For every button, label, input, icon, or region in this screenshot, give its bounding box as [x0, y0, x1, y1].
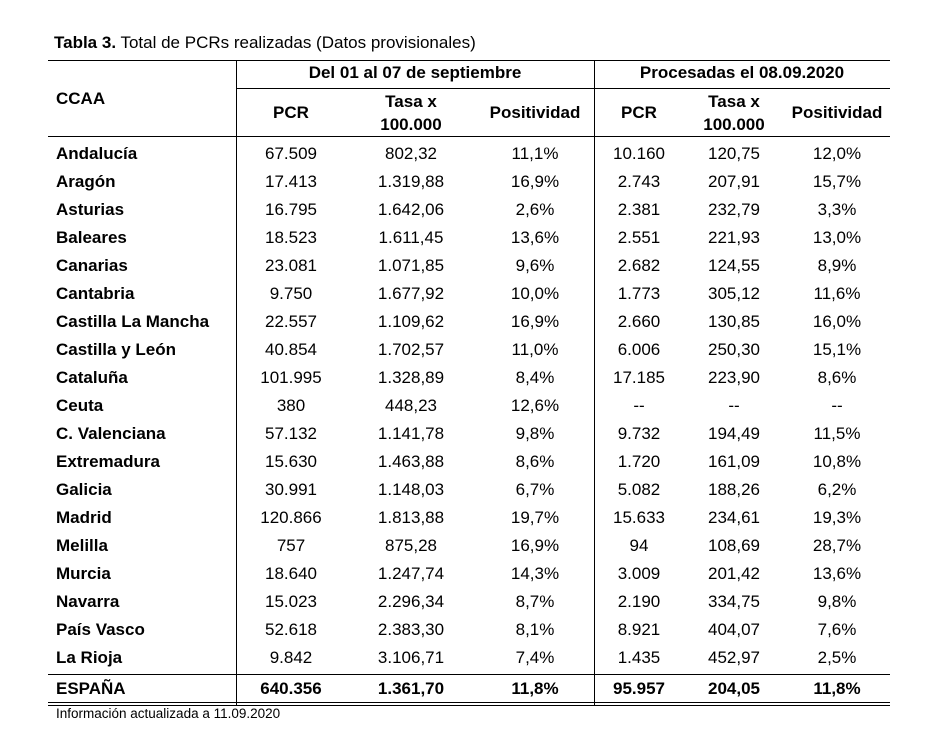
tasa-line1: Tasa x — [385, 92, 437, 111]
cell-positividad-2: 16,0% — [812, 312, 862, 331]
cell-tasa-1: 1.328,89 — [377, 368, 445, 387]
cell-ccaa: Canarias — [56, 256, 128, 275]
rule-top — [48, 60, 890, 61]
cell-positividad-2: 15,1% — [812, 340, 862, 359]
cell-tasa-1: 1.319,88 — [377, 172, 445, 191]
cell-pcr-1: 16.795 — [265, 200, 317, 219]
cell-tasa-2: 194,49 — [708, 424, 760, 443]
table-row — [48, 139, 890, 167]
cell-pcr-2: 9.732 — [617, 424, 661, 443]
cell-pcr-1: 18.640 — [265, 564, 317, 583]
cell-pcr-2: 17.185 — [613, 368, 665, 387]
cell-positividad-2: 11,5% — [813, 424, 861, 443]
cell-tasa-2: 108,69 — [708, 536, 760, 555]
cell-pcr-2: 3.009 — [617, 564, 661, 583]
cell-ccaa: Navarra — [56, 592, 120, 611]
cell-pcr-1: 17.413 — [265, 172, 317, 191]
cell-positividad-1: 12,6% — [510, 396, 560, 415]
cell-tasa-1: 1.141,78 — [377, 424, 445, 443]
cell-pcr-1: 40.854 — [265, 340, 317, 359]
cell-ccaa: Madrid — [56, 508, 112, 527]
cell-positividad-1: 10,0% — [510, 284, 560, 303]
cell-tasa-2: 404,07 — [708, 620, 760, 639]
cell-pcr-2: 10.160 — [613, 144, 665, 163]
cell-pcr-2: 2.190 — [617, 592, 661, 611]
cell-pcr-2: -- — [633, 396, 645, 415]
cell-pcr-2: 2.682 — [617, 256, 661, 275]
cell-positividad-2: 11,6% — [813, 284, 861, 303]
cell-tasa-1: 1.247,74 — [377, 564, 445, 583]
cell-tasa-2: 250,30 — [708, 340, 760, 359]
tasa-line2: 100.000 — [380, 115, 442, 134]
table-row — [48, 363, 890, 391]
table-row — [48, 419, 890, 447]
table-row — [48, 195, 890, 223]
rule-bottom-1 — [48, 702, 890, 703]
table-row — [48, 279, 890, 307]
cell-pcr-1: 9.750 — [269, 284, 313, 303]
cell-positividad-1: 7,4% — [515, 648, 555, 667]
table-row — [48, 335, 890, 363]
cell-pcr-1: 67.509 — [265, 144, 317, 163]
cell-tasa-2: 201,42 — [708, 564, 760, 583]
cell-tasa-2: 305,12 — [708, 284, 760, 303]
cell-tasa-1: 1.642,06 — [377, 200, 445, 219]
cell-pcr-1: 101.995 — [260, 368, 322, 387]
cell-positividad-2: 6,2% — [817, 480, 857, 499]
cell-pcr-1: 120.866 — [260, 508, 322, 527]
cell-positividad-1: 9,6% — [515, 256, 555, 275]
cell-tasa-2: 234,61 — [708, 508, 760, 527]
cell-tasa-1: 1.361,70 — [377, 679, 445, 698]
cell-ccaa: ESPAÑA — [56, 679, 126, 698]
cell-positividad-1: 8,4% — [515, 368, 555, 387]
col-head-tasa-2 — [684, 90, 784, 136]
cell-ccaa: Galicia — [56, 480, 112, 499]
table-row — [48, 475, 890, 503]
cell-tasa-1: 448,23 — [385, 396, 437, 415]
cell-pcr-2: 2.660 — [617, 312, 661, 331]
cell-positividad-2: -- — [831, 396, 843, 415]
cell-ccaa: Murcia — [56, 564, 111, 583]
group-head-left: Del 01 al 07 de septiembre — [308, 63, 522, 82]
cell-ccaa: Castilla y León — [56, 340, 176, 359]
cell-pcr-2: 1.435 — [617, 648, 661, 667]
table-row — [48, 307, 890, 335]
cell-positividad-1: 6,7% — [515, 480, 555, 499]
cell-tasa-2: 452,97 — [708, 648, 760, 667]
cell-ccaa: Melilla — [56, 536, 108, 555]
cell-positividad-1: 14,3% — [510, 564, 560, 583]
cell-tasa-2: 334,75 — [708, 592, 760, 611]
cell-ccaa: La Rioja — [56, 648, 123, 667]
table-row — [48, 531, 890, 559]
cell-positividad-1: 16,9% — [510, 536, 560, 555]
cell-positividad-1: 16,9% — [510, 312, 560, 331]
cell-pcr-2: 2.381 — [617, 200, 661, 219]
rule-header — [48, 136, 890, 137]
cell-tasa-1: 2.383,30 — [377, 620, 445, 639]
total-row — [48, 674, 890, 702]
table-row — [48, 167, 890, 195]
cell-pcr-1: 757 — [276, 536, 306, 555]
cell-pcr-1: 15.023 — [265, 592, 317, 611]
cell-pcr-1: 52.618 — [265, 620, 317, 639]
cell-positividad-1: 11,1% — [511, 144, 559, 163]
cell-pcr-1: 30.991 — [265, 480, 317, 499]
footnote: Información actualizada a 11.09.2020 — [56, 706, 281, 721]
cell-pcr-2: 2.743 — [617, 172, 661, 191]
caption-label: Tabla 3. — [54, 33, 117, 52]
cell-positividad-2: 2,5% — [817, 648, 857, 667]
cell-positividad-2: 12,0% — [812, 144, 862, 163]
cell-ccaa: Extremadura — [56, 452, 160, 471]
cell-pcr-1: 18.523 — [265, 228, 317, 247]
cell-positividad-1: 19,7% — [510, 508, 560, 527]
table-row — [48, 223, 890, 251]
cell-pcr-1: 15.630 — [265, 452, 317, 471]
cell-positividad-1: 8,7% — [515, 592, 555, 611]
cell-tasa-2: 232,79 — [708, 200, 760, 219]
cell-tasa-2: -- — [728, 396, 740, 415]
tasa-line1: Tasa x — [708, 92, 760, 111]
cell-ccaa: Cataluña — [56, 368, 128, 387]
cell-tasa-1: 1.109,62 — [377, 312, 445, 331]
cell-positividad-2: 13,0% — [812, 228, 862, 247]
cell-ccaa: Andalucía — [56, 144, 138, 163]
cell-ccaa: Cantabria — [56, 284, 135, 303]
cell-tasa-1: 802,32 — [385, 144, 437, 163]
cell-positividad-2: 10,8% — [812, 452, 862, 471]
caption-title: Total de PCRs realizadas (Datos provisionales) — [120, 33, 476, 52]
cell-pcr-1: 9.842 — [269, 648, 313, 667]
cell-positividad-2: 15,7% — [812, 172, 862, 191]
cell-tasa-2: 204,05 — [708, 679, 760, 698]
cell-positividad-1: 9,8% — [515, 424, 555, 443]
cell-positividad-1: 8,1% — [515, 620, 555, 639]
col-head-tasa-1 — [346, 90, 476, 136]
cell-ccaa: Aragón — [56, 172, 116, 191]
table-row — [48, 503, 890, 531]
cell-pcr-2: 8.921 — [617, 620, 661, 639]
cell-tasa-1: 1.463,88 — [377, 452, 445, 471]
cell-pcr-1: 57.132 — [265, 424, 317, 443]
cell-tasa-1: 1.813,88 — [377, 508, 445, 527]
cell-pcr-1: 22.557 — [265, 312, 317, 331]
cell-positividad-1: 13,6% — [510, 228, 560, 247]
cell-ccaa: Baleares — [56, 228, 127, 247]
col-head-pcr-2: PCR — [621, 103, 657, 122]
cell-pcr-1: 640.356 — [260, 679, 322, 698]
cell-tasa-1: 3.106,71 — [377, 648, 445, 667]
cell-positividad-1: 8,6% — [515, 452, 555, 471]
col-head-positividad-2: Positividad — [791, 103, 883, 122]
col-head-pcr-1: PCR — [273, 103, 309, 122]
table-row — [48, 391, 890, 419]
cell-positividad-2: 8,9% — [817, 256, 857, 275]
col-head-positividad-1: Positividad — [489, 103, 581, 122]
cell-positividad-1: 16,9% — [510, 172, 560, 191]
cell-positividad-2: 13,6% — [812, 564, 862, 583]
table-row — [48, 559, 890, 587]
cell-tasa-1: 1.702,57 — [377, 340, 445, 359]
cell-tasa-1: 1.148,03 — [377, 480, 445, 499]
cell-ccaa: Castilla La Mancha — [56, 312, 210, 331]
cell-tasa-2: 223,90 — [708, 368, 760, 387]
cell-tasa-2: 188,26 — [708, 480, 760, 499]
table-caption — [54, 33, 476, 53]
table-row — [48, 251, 890, 279]
tasa-line2: 100.000 — [703, 115, 765, 134]
table-row — [48, 447, 890, 475]
cell-pcr-2: 95.957 — [613, 679, 665, 698]
cell-ccaa: C. Valenciana — [56, 424, 166, 443]
cell-tasa-1: 875,28 — [385, 536, 437, 555]
cell-pcr-2: 6.006 — [617, 340, 661, 359]
cell-tasa-1: 1.677,92 — [377, 284, 445, 303]
cell-positividad-2: 11,8% — [813, 679, 861, 698]
cell-positividad-1: 2,6% — [515, 200, 555, 219]
cell-pcr-2: 5.082 — [617, 480, 661, 499]
cell-pcr-1: 380 — [276, 396, 306, 415]
cell-tasa-2: 124,55 — [708, 256, 760, 275]
cell-tasa-2: 207,91 — [708, 172, 760, 191]
cell-tasa-1: 2.296,34 — [377, 592, 445, 611]
cell-positividad-2: 9,8% — [817, 592, 857, 611]
cell-positividad-2: 28,7% — [812, 536, 862, 555]
cell-tasa-2: 120,75 — [708, 144, 760, 163]
cell-pcr-2: 94 — [629, 536, 649, 555]
cell-tasa-2: 161,09 — [708, 452, 760, 471]
rule-group — [236, 88, 890, 89]
cell-positividad-1: 11,8% — [511, 679, 559, 698]
cell-tasa-2: 130,85 — [708, 312, 760, 331]
cell-positividad-2: 7,6% — [817, 620, 857, 639]
cell-tasa-1: 1.071,85 — [377, 256, 445, 275]
cell-tasa-1: 1.611,45 — [378, 228, 444, 247]
cell-positividad-1: 11,0% — [511, 340, 559, 359]
col-head-ccaa: CCAA — [56, 89, 106, 108]
cell-pcr-2: 1.773 — [617, 284, 661, 303]
cell-ccaa: Ceuta — [56, 396, 104, 415]
table-row — [48, 587, 890, 615]
cell-positividad-2: 3,3% — [817, 200, 857, 219]
cell-positividad-2: 8,6% — [817, 368, 857, 387]
cell-tasa-2: 221,93 — [708, 228, 760, 247]
cell-pcr-1: 23.081 — [265, 256, 317, 275]
cell-pcr-2: 1.720 — [617, 452, 661, 471]
cell-pcr-2: 15.633 — [613, 508, 665, 527]
cell-pcr-2: 2.551 — [617, 228, 661, 247]
group-head-right: Procesadas el 08.09.2020 — [639, 63, 845, 82]
table-row — [48, 615, 890, 643]
cell-positividad-2: 19,3% — [812, 508, 862, 527]
table-row — [48, 643, 890, 671]
cell-ccaa: País Vasco — [56, 620, 145, 639]
cell-ccaa: Asturias — [56, 200, 125, 219]
